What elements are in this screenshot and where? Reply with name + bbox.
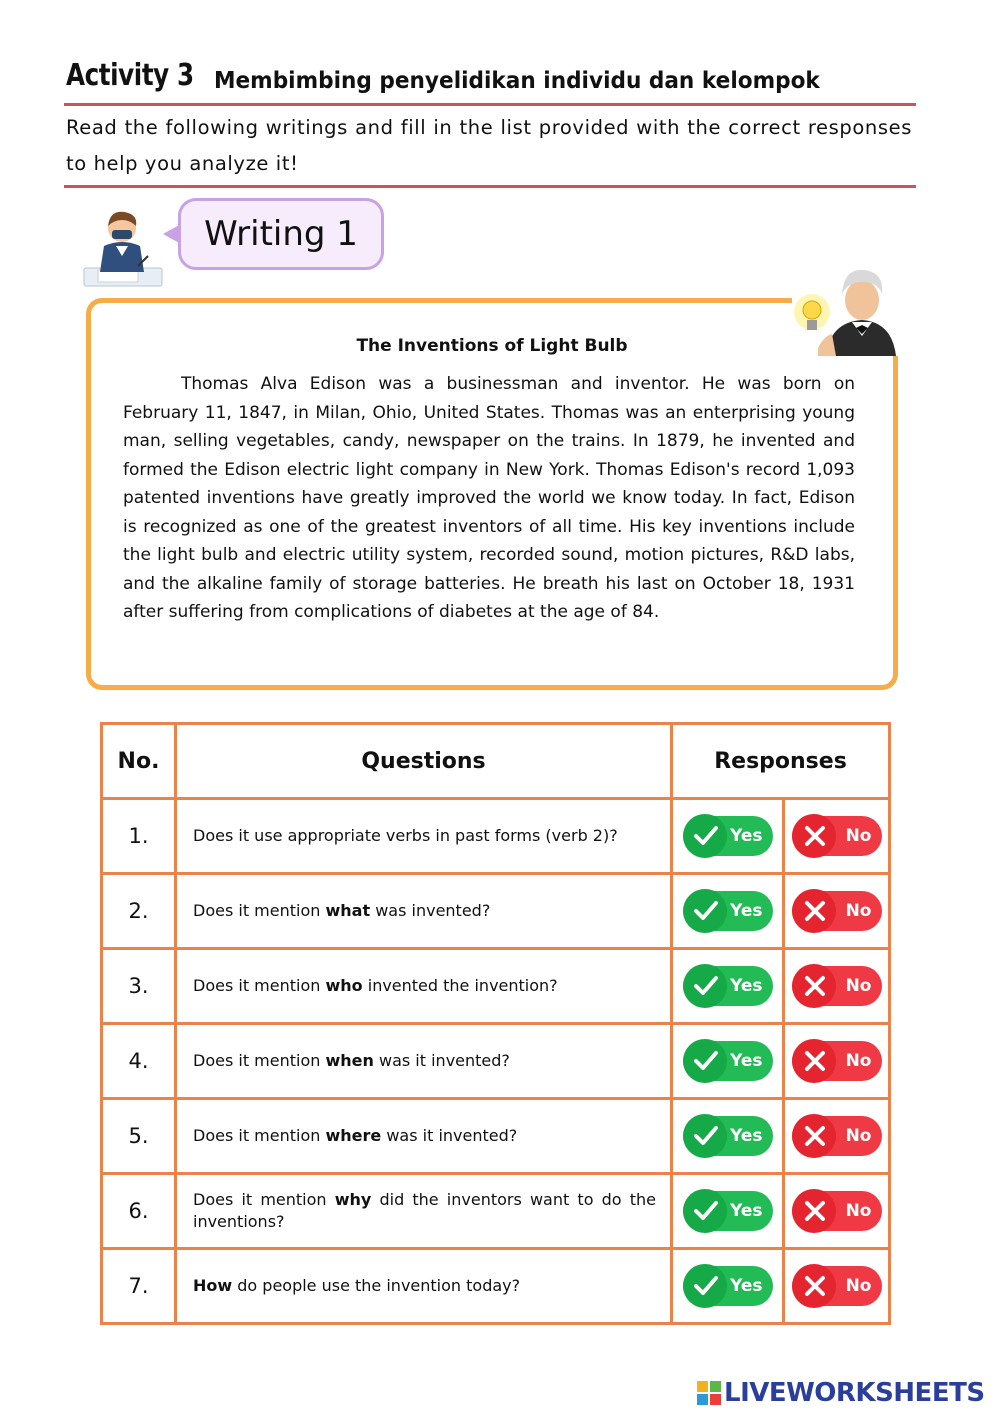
question-text-post: was it invented?	[373, 1051, 510, 1070]
yes-cell	[672, 799, 784, 874]
liveworksheets-brand[interactable]: LIVEWORKSHEETS	[724, 1378, 985, 1408]
no-label: No	[845, 1126, 872, 1146]
question-keyword: why	[334, 1190, 372, 1209]
yes-cell	[672, 1099, 784, 1174]
question-keyword: who	[325, 976, 363, 995]
question-text-pre: Does it use appropriate verbs in past forms (verb 2)?	[193, 826, 618, 845]
no-label: No	[845, 1201, 872, 1221]
yes-label: Yes	[730, 1126, 763, 1146]
question-keyword: How	[193, 1276, 233, 1295]
question-text	[176, 1099, 672, 1174]
yes-button[interactable]	[683, 1191, 773, 1231]
writing-label-bubble	[178, 198, 384, 270]
no-button[interactable]	[792, 816, 882, 856]
header-questions: Questions	[176, 724, 672, 799]
yes-button[interactable]	[683, 966, 773, 1006]
question-number: 7.	[102, 1249, 176, 1324]
checkmark-icon	[693, 900, 719, 922]
question-text-pre: Does it mention	[193, 1190, 335, 1209]
cross-icon	[802, 825, 828, 847]
question-text-pre: Does it mention	[193, 1126, 326, 1145]
question-text-pre: Does it mention	[193, 901, 326, 920]
question-keyword: when	[325, 1051, 374, 1070]
cross-icon	[802, 1050, 828, 1072]
yes-label: Yes	[730, 901, 763, 921]
header-responses: Responses	[672, 724, 890, 799]
question-number: 1.	[102, 799, 176, 874]
no-label: No	[845, 976, 872, 996]
no-button[interactable]	[792, 1041, 882, 1081]
header-rule-bottom	[64, 185, 916, 188]
checkmark-icon	[693, 1275, 719, 1297]
checkmark-icon	[693, 825, 719, 847]
no-label: No	[845, 901, 872, 921]
yes-button[interactable]	[683, 1041, 773, 1081]
question-text	[176, 1024, 672, 1099]
question-text	[176, 1174, 672, 1249]
no-button[interactable]	[792, 1266, 882, 1306]
table-row	[102, 1099, 890, 1174]
activity-title: Membimbing penyelidikan individu dan kelompok	[214, 68, 820, 94]
question-number: 6.	[102, 1174, 176, 1249]
no-button[interactable]	[792, 891, 882, 931]
checkmark-icon	[693, 1200, 719, 1222]
activity-label: Activity 3	[66, 58, 194, 93]
header-rule-top	[64, 103, 916, 106]
yes-label: Yes	[730, 1276, 763, 1296]
header-no: No.	[102, 724, 176, 799]
yes-cell	[672, 1024, 784, 1099]
questions-table	[100, 722, 891, 1325]
yes-cell	[672, 1249, 784, 1324]
question-number: 4.	[102, 1024, 176, 1099]
yes-cell	[672, 874, 784, 949]
no-cell	[784, 799, 890, 874]
student-writing-illustration	[82, 206, 166, 290]
yes-button[interactable]	[683, 891, 773, 931]
no-cell	[784, 1099, 890, 1174]
table-row	[102, 874, 890, 949]
question-text-post: did the inventors want to do the inventions?	[193, 1190, 657, 1231]
cross-icon	[802, 1275, 828, 1297]
question-number: 3.	[102, 949, 176, 1024]
question-text	[176, 1249, 672, 1324]
no-cell	[784, 949, 890, 1024]
table-row	[102, 1249, 890, 1324]
table-row	[102, 1174, 890, 1249]
table-row	[102, 1024, 890, 1099]
no-cell	[784, 1174, 890, 1249]
writing-label: Writing 1	[204, 214, 358, 254]
checkmark-icon	[693, 1050, 719, 1072]
no-button[interactable]	[792, 966, 882, 1006]
question-number: 2.	[102, 874, 176, 949]
question-text	[176, 799, 672, 874]
checkmark-icon	[693, 1125, 719, 1147]
yes-label: Yes	[730, 976, 763, 996]
story-paragraph: Thomas Alva Edison was a businessman and inventor. He was born on February 11, 1847, in Milan, Ohio, United States. Thomas was an enterprising young man, selling vegetables, candy, newspaper on the trains. In 1879, he invented and formed the Edison electric light company in New York. Thomas Edison's record 1,093 patented inventions have greatly improved the world we know today. In fact, Edison is recognized as one of the greatest inventors of all time. His key inventions include the light bulb and electric utility system, recorded sound, motion pictures, R&D labs, and the alkaline family of storage batteries. He breath his last on October 18, 1931 after suffering from complications of diabetes at the age of 84.	[123, 374, 855, 622]
yes-cell	[672, 949, 784, 1024]
no-cell	[784, 874, 890, 949]
question-text-post: invented the invention?	[362, 976, 558, 995]
question-keyword: what	[325, 901, 371, 920]
yes-button[interactable]	[683, 1266, 773, 1306]
question-text-post: do people use the invention today?	[232, 1276, 521, 1295]
yes-label: Yes	[730, 826, 763, 846]
story-title: The Inventions of Light Bulb	[356, 336, 628, 356]
yes-button[interactable]	[683, 816, 773, 856]
no-cell	[784, 1249, 890, 1324]
question-number: 5.	[102, 1099, 176, 1174]
cross-icon	[802, 975, 828, 997]
question-keyword: where	[325, 1126, 382, 1145]
question-text-pre: Does it mention	[193, 1051, 326, 1070]
liveworksheets-logo-icon	[697, 1381, 721, 1405]
question-text-post: was it invented?	[381, 1126, 518, 1145]
yes-label: Yes	[730, 1051, 763, 1071]
no-label: No	[845, 1276, 872, 1296]
table-row	[102, 799, 890, 874]
table-header-row	[102, 724, 890, 799]
instruction-text: Read the following writings and fill in the list provided with the correct responses to help you analyze it!	[66, 116, 912, 175]
no-cell	[784, 1024, 890, 1099]
cross-icon	[802, 1200, 828, 1222]
no-button[interactable]	[792, 1191, 882, 1231]
question-text-pre: Does it mention	[193, 976, 326, 995]
yes-label: Yes	[730, 1201, 763, 1221]
yes-cell	[672, 1174, 784, 1249]
no-button[interactable]	[792, 1116, 882, 1156]
question-text-post: was invented?	[370, 901, 491, 920]
no-label: No	[845, 826, 872, 846]
story-body	[123, 370, 855, 627]
question-text	[176, 949, 672, 1024]
table-row	[102, 949, 890, 1024]
cross-icon	[802, 900, 828, 922]
yes-button[interactable]	[683, 1116, 773, 1156]
checkmark-icon	[693, 975, 719, 997]
question-text	[176, 874, 672, 949]
no-label: No	[845, 1051, 872, 1071]
cross-icon	[802, 1125, 828, 1147]
